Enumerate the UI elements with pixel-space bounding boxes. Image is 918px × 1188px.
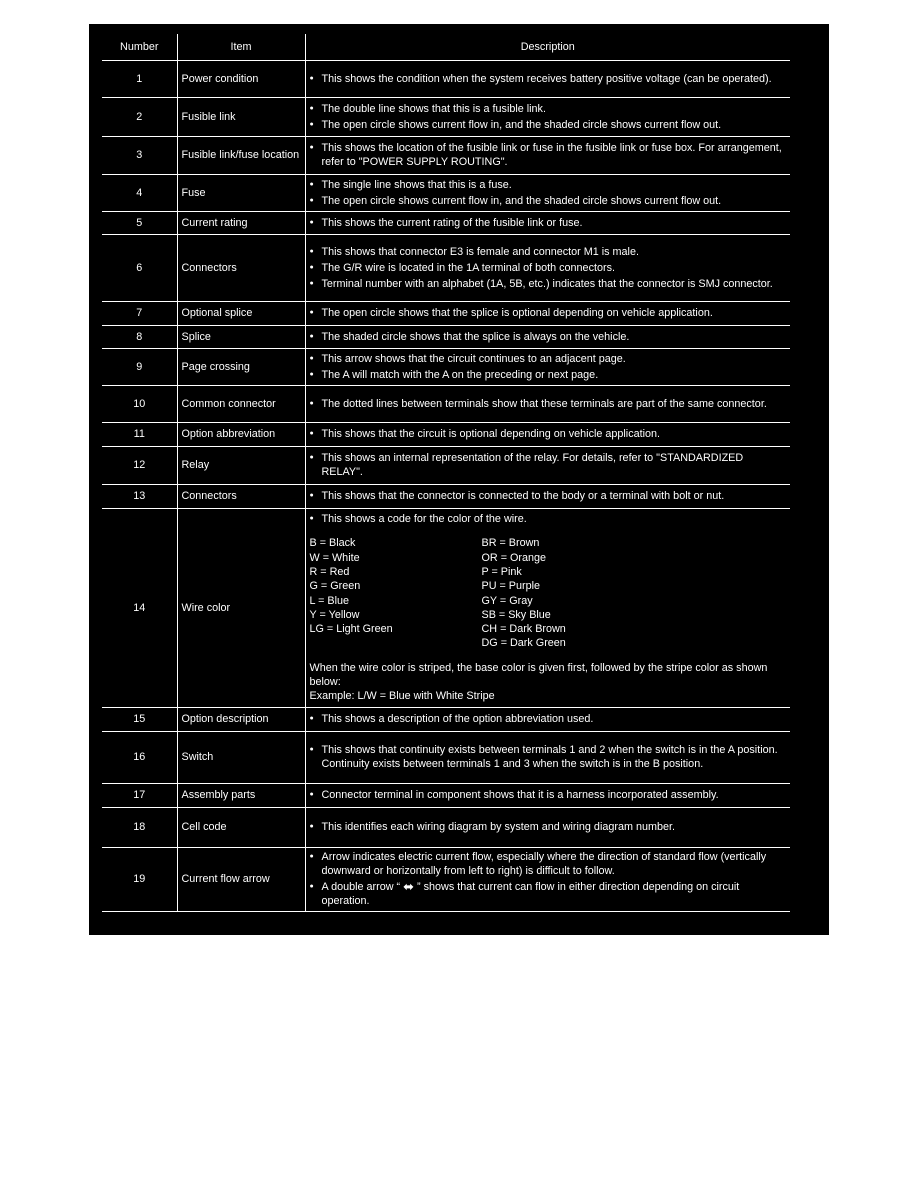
table-row [102,349,790,386]
color-code: Y = Yellow [309,608,360,621]
row-number: 16 [102,732,177,784]
table-row [102,235,790,302]
bullet: ● Terminal number with an alphabet (1A, 5B, etc.) indicates that the connector is SMJ connector. [310,277,787,291]
row-number: 7 [102,302,177,326]
row-number: 12 [102,447,177,485]
stripe-note: When the wire color is striped, the base color is given first, followed by the stripe color as shown below: [309,661,768,688]
bullet: ● This shows that connector E3 is female and connector M1 is male. [310,245,787,259]
color-code: DG = Dark Green [481,637,566,650]
bullet-text: A double arrow “ [321,881,404,893]
row-item: Wire color [177,509,305,708]
table-row [102,98,790,137]
row-description [305,175,790,212]
table-row [102,784,790,808]
row-description [305,732,790,784]
table-body [102,61,790,912]
color-code: LG = Light Green [309,623,393,636]
color-code: B = Black [309,537,356,550]
row-number: 8 [102,326,177,349]
table-row [102,732,790,784]
row-number: 10 [102,386,177,423]
bullet: ● This arrow shows that the circuit continues to an adjacent page. [310,352,787,366]
double-arrow-icon: ⬌ [403,879,415,894]
row-item: Fusible link [177,98,305,137]
row-description [305,137,790,175]
table-row [102,447,790,485]
row-number: 19 [102,848,177,912]
row-description [305,447,790,485]
header-item: Item [177,34,305,61]
table-row [102,175,790,212]
table-row [102,212,790,235]
header-row [102,34,790,61]
color-code: PU = Purple [481,580,541,593]
row-number: 11 [102,423,177,447]
table-row [102,708,790,732]
row-description [305,98,790,137]
row-item: Option abbreviation [177,423,305,447]
row-item: Fuse [177,175,305,212]
row-item: Current rating [177,212,305,235]
table-row [102,848,790,912]
color-code: BR = Brown [481,537,540,550]
bullet: ● The double line shows that this is a fusible link. [310,102,787,116]
table-row [102,302,790,326]
header-number: Number [102,34,177,61]
color-code: CH = Dark Brown [481,623,566,636]
row-description [305,708,790,732]
row-description [305,485,790,509]
bullet: ● This shows an internal representation of the relay. For details, refer to "STANDARDIZED RELAY". [310,451,787,479]
bullet: ● This identifies each wiring diagram by system and wiring diagram number. [310,820,787,834]
row-number: 14 [102,509,177,708]
row-item: Power condition [177,61,305,98]
bullet: ● The G/R wire is located in the 1A terminal of both connectors. [310,261,787,275]
bullet: ● This shows the location of the fusible link or fuse in the fusible link or fuse box. For arrangement, refer to "POWER SUPPLY ROUTING". [310,141,787,169]
row-description [305,235,790,302]
table-row [102,423,790,447]
color-code: R = Red [309,565,350,578]
row-description [305,848,790,912]
bullet: ● The dotted lines between terminals show that these terminals are part of the same connector. [310,397,787,411]
bullet: ● The single line shows that this is a fuse. [310,178,787,192]
row-number: 1 [102,61,177,98]
row-number: 13 [102,485,177,509]
row-description [305,212,790,235]
table-row [102,137,790,175]
bullet: ● This shows a description of the option abbreviation used. [310,712,787,726]
bullet: ● The open circle shows that the splice is optional depending on vehicle application. [310,306,787,320]
row-description [305,349,790,386]
wire-color-grid [310,536,787,650]
color-code: GY = Gray [481,594,533,607]
row-item: Assembly parts [177,784,305,808]
row-description [305,61,790,98]
header-description: Description [305,34,790,61]
table-row [102,386,790,423]
row-number: 4 [102,175,177,212]
row-description [305,423,790,447]
color-col-left [310,536,482,650]
row-number: 2 [102,98,177,137]
row-number: 5 [102,212,177,235]
bullet: ● Arrow indicates electric current flow, especially where the direction of standard flow (vertically downward or horizontally from left to right) is difficult to follow. [310,850,787,878]
row-number: 9 [102,349,177,386]
row-item: Connectors [177,235,305,302]
row-description [305,784,790,808]
table-row [102,61,790,98]
color-code: P = Pink [481,565,522,578]
bullet: ● The shaded circle shows that the splice is always on the vehicle. [310,330,787,344]
color-code: SB = Sky Blue [481,608,551,621]
row-item: Fusible link/fuse location [177,137,305,175]
row-item: Page crossing [177,349,305,386]
bullet: ● This shows a code for the color of the wire. [310,512,787,526]
color-col-right [482,536,787,650]
bullet: ● This shows that continuity exists between terminals 1 and 2 when the switch is in the A position. Continuity exists between terminals 1 and 3 when the switch is in the B position. [310,743,787,771]
row-item: Connectors [177,485,305,509]
row-description [305,326,790,349]
row-item: Optional splice [177,302,305,326]
color-code: W = White [309,551,360,564]
row-number: 3 [102,137,177,175]
row-number: 6 [102,235,177,302]
color-code: L = Blue [309,594,350,607]
bullet: ● The open circle shows current flow in, and the shaded circle shows current flow out. [310,194,787,208]
row-description [305,509,790,708]
stripe-example: Example: L/W = Blue with White Stripe [309,689,495,702]
bullet: ● The open circle shows current flow in, and the shaded circle shows current flow out. [310,118,787,132]
row-item: Switch [177,732,305,784]
table-row [102,485,790,509]
row-number: 18 [102,808,177,848]
bullet: ● The A will match with the A on the preceding or next page. [310,368,787,382]
row-description [305,302,790,326]
table-row [102,808,790,848]
color-code: OR = Orange [481,551,547,564]
color-code: G = Green [309,580,361,593]
wiring-legend-table [102,34,790,912]
row-item: Splice [177,326,305,349]
row-item: Option description [177,708,305,732]
document-panel [89,24,829,935]
row-description [305,808,790,848]
table-row [102,509,790,708]
table-row [102,326,790,349]
bullet: ● This shows the current rating of the fusible link or fuse. [310,216,787,230]
row-item: Common connector [177,386,305,423]
row-description [305,386,790,423]
row-item: Relay [177,447,305,485]
row-number: 17 [102,784,177,808]
row-item: Current flow arrow [177,848,305,912]
row-number: 15 [102,708,177,732]
bullet: ● This shows that the connector is connected to the body or a terminal with bolt or nut. [310,489,787,503]
bullet: ● This shows that the circuit is optional depending on vehicle application. [310,427,787,441]
bullet [310,880,787,908]
bullet: ● This shows the condition when the system receives battery positive voltage (can be operated). [310,72,787,86]
bullet: ● Connector terminal in component shows that it is a harness incorporated assembly. [310,788,787,802]
row-item: Cell code [177,808,305,848]
bullet-text: ” shows that current can flow in either direction depending on circuit operation. [321,881,740,907]
